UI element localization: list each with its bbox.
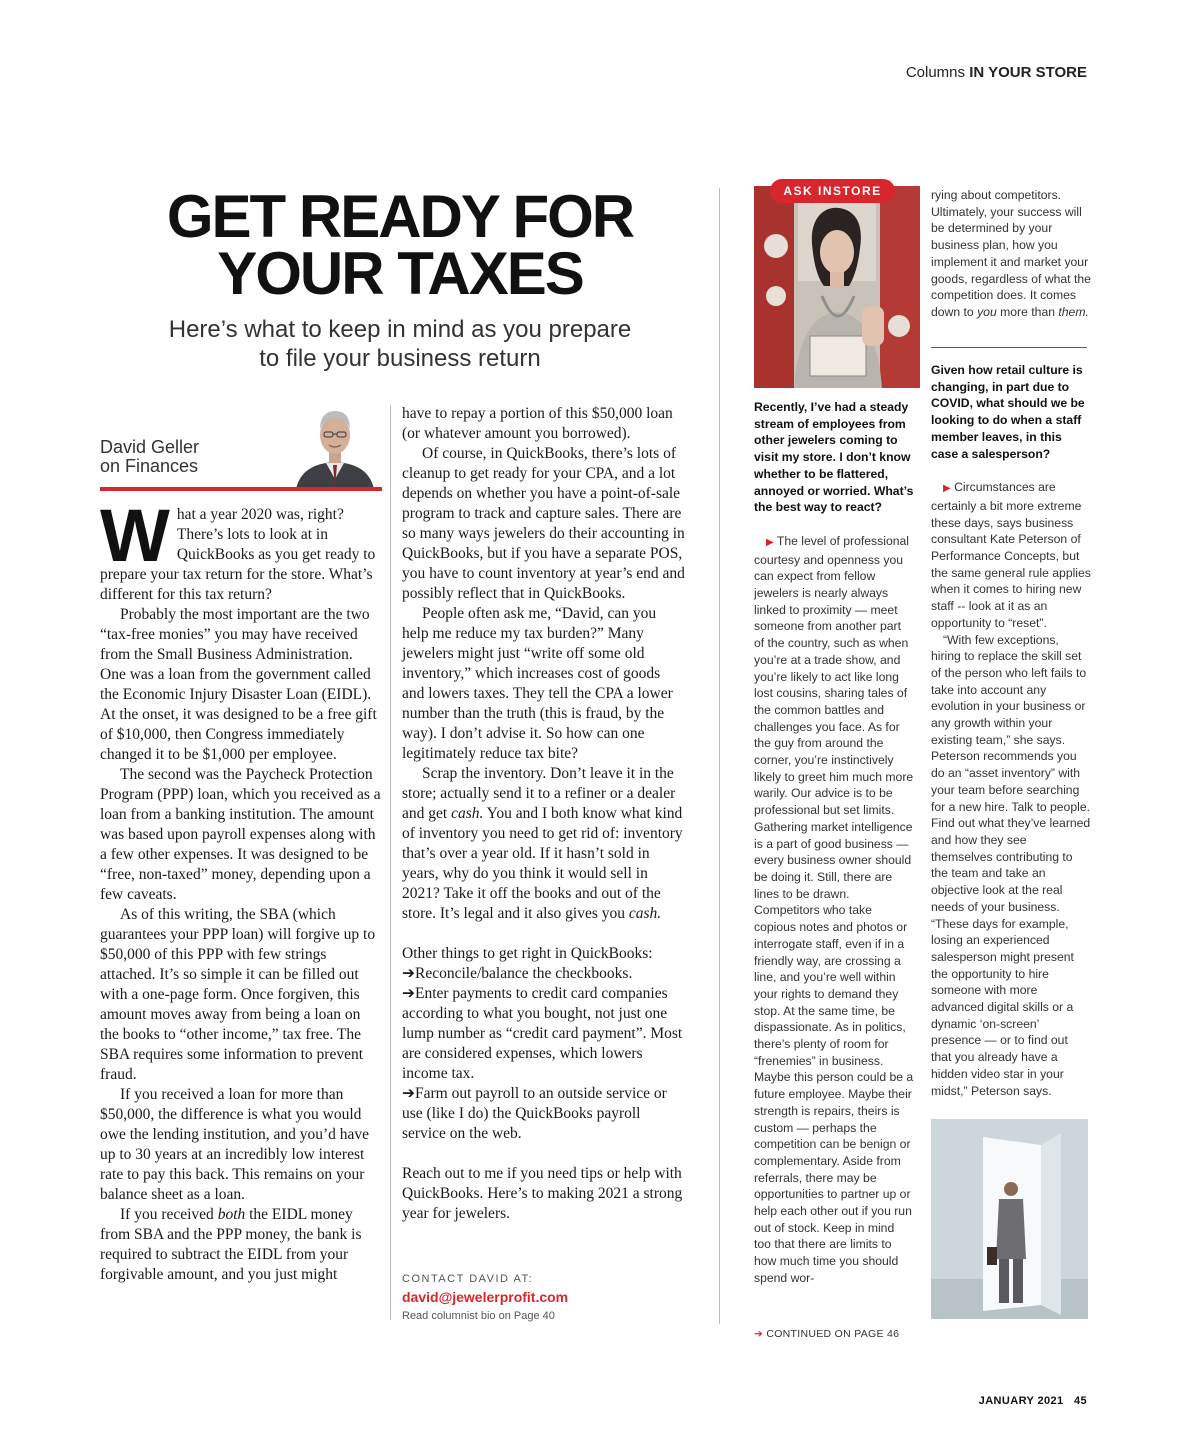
contact-label: CONTACT DAVID AT:: [402, 1273, 534, 1285]
answer-1: ▶ The level of professional courtesy and openness you can expect from fellow jewelers is nearly always linked to proximity — meet someone from another part of the country, such as when you’re at a trade show, and you’re likely to act like long lost cousins, sharing tales of the common battles and challenges you face. As for the guy from around the corner, you’re instinctively likely to greet him much more warily. Our advice is to be professional but set limits. Gathering market intelligence is a part of good business — every business owner should be doing it. Still, there are lines to be drawn. Competitors who take copious notes and photos or interrogate staff, even if in a friendly way, are crossing a line, and you’re well within your rights to demand they stop. At the same time, be dispassionate. As in politics, there’s plenty of room for “frenemies” in business. Maybe this person could be a future employee. Maybe their strength is repairs, theirs is custom — perhaps the competition can be benign or complementary. Aside from referrals, there may be opportunities to partner up or help each other out if you run out of stock. Keep in mind too that there are limits to how much time you should spend wor-: [754, 533, 914, 1285]
byline-rule: [100, 487, 382, 491]
article-paragraph: People often ask me, “David, can you help me reduce my tax burden?” Many jewelers might just “write off some old inventory,” which increases cost of goods and lowers taxes. They tell the CPA a lower number than the truth (this is fraud, by the way). I don’t advise it. So how can one legitimately reduce tax bite?: [402, 605, 673, 762]
article-paragraph: have to repay a portion of this $50,000 loan (or whatever amount you borrowed).: [402, 405, 673, 442]
section-name: Columns: [905, 64, 966, 81]
subhead-line-1: Here’s what to keep in mind as you prepare: [168, 316, 632, 343]
article-paragraph: Scrap the inventory. Don’t leave it in the store; actually send it to a refiner or a dealer and get cash. You and I both know what kind of inventory you need to get rid of: inventory that’s over a year old. If it hasn’t sold in years, why do you think it would sell in 2021? Take it off the books and out of the store. It’s legal and it also gives you cash.: [402, 765, 683, 922]
list-intro: Other things to get right in QuickBooks:: [402, 945, 653, 962]
qa-divider: [931, 347, 1087, 348]
answer-2-paragraph: “With few exceptions, hiring to replace the skill set of the person who left fails to take into account any evolution in your business or any growth within your existing team,” she says. Peterson recommends you do an “asset inventory” with your team before searching for a new hire. Talk to people. Find out what they’ve learned and how they see themselves contributing to the team and take an objective look at the real needs of your business. “These days for example, losing an experienced salesperson might present the opportunity to hire someone with more advanced digital skills or a dynamic ‘on-screen’ presence — or to find out that you already have a hidden video star in your midst,” Peterson says.: [931, 632, 1091, 1098]
list-item: ➔Reconcile/balance the checkbooks.: [402, 965, 633, 982]
triangle-bullet-icon: ▶: [766, 536, 774, 548]
article-paragraph: As of this writing, the SBA (which guarantees your PPP loan) will forgive up to $50,000 of this PPP with few strings attached. It’s so simple it can be filled out with a one-page form. Once forgiven, this amount moves away from being a loan on the books to “other income,” tax free. The SBA requires some information to prevent fraud.: [100, 906, 376, 1083]
page-number: 45: [1073, 1395, 1087, 1407]
byline-name: David Geller: [100, 437, 200, 457]
section-name-bold: IN YOUR STORE: [969, 64, 1087, 81]
article-paragraph: The second was the Paycheck Protection Program (PPP) loan, which you received as a loan from a banking institution. The amount was based upon payroll expenses along with a few other expenses. It was designed to be “free, non-taxed” money, depending upon a few caveats.: [100, 766, 381, 903]
doorway-illustration: [931, 1119, 1088, 1319]
article-paragraph: If you received a loan for more than $50,000, the difference is what you would owe the lending institution, and you’d have up to 30 years at an incredibly low interest rate to pay this back. This remains on your balance sheet as a loan.: [100, 1086, 370, 1203]
ask-instore-photo: [754, 186, 920, 388]
author-headshot: [290, 399, 380, 489]
answer-2-paragraph: ▶ Circumstances are certainly a bit more extreme these days, says business consultant Kate Peterson of Performance Concepts, but the same general rule applies when it comes to hiring new staff -- look at it as an opportunity to “reset”.: [931, 480, 1091, 630]
page-footer: [979, 1395, 1087, 1407]
drop-cap: W: [100, 494, 167, 577]
question-1: Recently, I’ve had a steady stream of employees from other jewelers coming to visit my store. I don’t know whether to be flattered, annoyed or worried. What’s the best way to react?: [754, 400, 914, 515]
headline: [100, 183, 700, 307]
article-paragraph: Of course, in QuickBooks, there’s lots of cleanup to get ready for your CPA, and a lot depends on whether you have a point-of-sale program to track and capture sales. There are so many ways jewelers do their accounting in QuickBooks, but if you have a separate POS, you have to count inventory at year’s end and possibly reflect that in QuickBooks.: [402, 445, 685, 602]
headline-line-1: GET READY FOR: [166, 183, 634, 250]
article-paragraph: Probably the most important are the two “tax-free monies” you may have received from the Small Business Administration. One was a loan from the government called the Economic Injury Disaster Loan (EIDL). At the onset, it was designed to be a free gift of $10,000, then Congress immediately changed it to be $1,000 per employee.: [100, 606, 377, 763]
headline-line-2: YOUR TAXES: [217, 240, 583, 307]
byline: [100, 438, 199, 476]
article-column-2: [402, 404, 685, 1224]
article-column-1: [100, 494, 382, 1285]
ask-instore-badge: ASK INSTORE: [770, 179, 895, 203]
byline-topic: on Finances: [100, 456, 199, 476]
list-item: ➔Enter payments to credit card companies according to what you bought, not just one lump number as “credit card payment”. Most are considered expenses, which lowers income tax.: [402, 985, 683, 1082]
continued-note[interactable]: ➔ CONTINUED ON PAGE 46: [754, 1328, 900, 1340]
ask-instore-column-2-bottom: [931, 362, 1091, 1099]
subhead: [130, 315, 670, 373]
article-paragraph: If you received both the EIDL money from SBA and the PPP money, the bank is required to subtract the EIDL from your forgivable amount, and you just might: [100, 1206, 362, 1283]
article-paragraph: What a year 2020 was, right? There’s lots to look at in QuickBooks as you get ready to prepare your tax return for the store. What’s different for this tax return?: [100, 494, 376, 603]
contact-email-link[interactable]: david@jewelerprofit.com: [402, 1289, 569, 1305]
sidebar-divider: [719, 188, 720, 1324]
arrow-right-icon: ➔: [754, 1328, 764, 1340]
ask-instore-column-2-top: [931, 187, 1091, 321]
column-divider: [390, 405, 391, 1320]
ask-instore-column-1: [754, 399, 914, 1287]
list-item: ➔Farm out payroll to an outside service or use (like I do) the QuickBooks payroll service on the web.: [402, 1085, 667, 1142]
triangle-bullet-icon: ▶: [943, 483, 951, 495]
section-label: [906, 64, 1087, 81]
issue-date: JANUARY 2021: [978, 1395, 1064, 1407]
closing-paragraph: Reach out to me if you need tips or help with QuickBooks. Here’s to making 2021 a strong year for jewelers.: [402, 1165, 683, 1222]
subhead-line-2: to file your business return: [259, 345, 541, 372]
bio-note: Read columnist bio on Page 40: [402, 1310, 555, 1322]
answer-1-continued: rying about competitors. Ultimately, your success will be determined by your business plan, how you implement it and market your goods, regardless of what the competition does. It comes down to you more than them.: [931, 188, 1091, 319]
question-2: Given how retail culture is changing, in part due to COVID, what should we be looking to do when a staff member leaves, in this case a salesperson?: [931, 363, 1085, 461]
